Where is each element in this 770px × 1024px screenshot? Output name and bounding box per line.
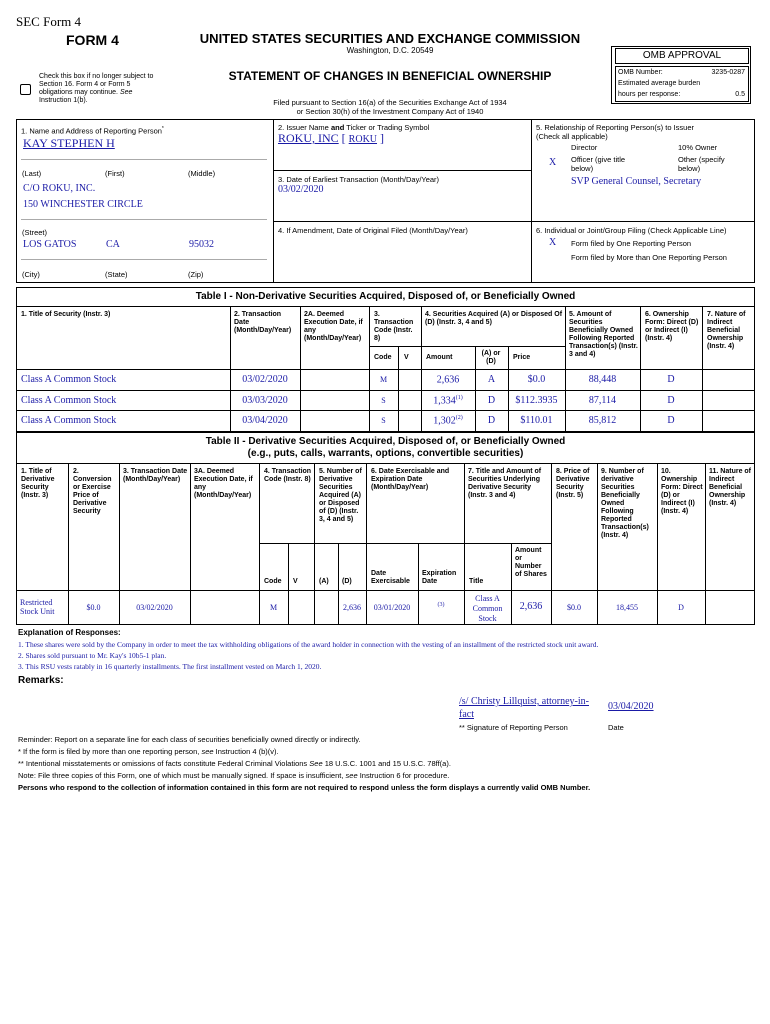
city-value: LOS GATOS bbox=[23, 239, 77, 250]
t1-cell-price: $112.3935 bbox=[515, 395, 558, 406]
zip-label: (Zip) bbox=[188, 270, 204, 279]
sec-form-label: SEC Form 4 bbox=[16, 14, 82, 29]
t2-cell-shares: 2,636 bbox=[519, 601, 543, 612]
other-option: Other (specify below) bbox=[678, 155, 725, 173]
state-value: CA bbox=[106, 239, 120, 250]
t2-header-title: 1. Title of Derivative Security (Instr. 3) bbox=[21, 468, 55, 499]
first-label: (First) bbox=[105, 169, 125, 178]
t2-cell-code: M bbox=[269, 603, 278, 612]
t2-cell-date: 03/02/2020 bbox=[136, 603, 173, 612]
footer-note-1: * If the form is filed by more than one reporting person, see Instruction 4 (b)(v). bbox=[18, 747, 279, 756]
t2-sub-v: V bbox=[293, 578, 298, 585]
table-2-title: Table II - Derivative Securities Acquired, Disposed of, or Beneficially Owned bbox=[205, 436, 566, 447]
commission-location: Washington, D.C. 20549 bbox=[346, 46, 434, 55]
t1-header-deemed: 2A. Deemed Execution Date, if any (Month/Day/Year) bbox=[304, 311, 363, 342]
t1-cell-form: D bbox=[667, 415, 675, 426]
t2-cell-expiration: (3) bbox=[437, 602, 445, 608]
omb-number: 3235-0287 bbox=[711, 69, 745, 76]
one-person-option: Form filed by One Reporting Person bbox=[571, 239, 692, 248]
footer-note-3: Note: File three copies of this Form, one of which must be manually signed. If space is insufficient, see Instruction 6 for procedure. bbox=[18, 771, 450, 780]
t2-header-code: 4. Transaction Code (Instr. 8) bbox=[264, 468, 312, 483]
t1-header-form: 6. Ownership Form: Direct (D) or Indirect (I) (Instr. 4) bbox=[645, 311, 699, 342]
filed-line-2: or Section 30(h) of the Investment Company Act of 1940 bbox=[296, 107, 484, 116]
t1-cell-code: S bbox=[381, 396, 386, 405]
ten-pct-owner-option: 10% Owner bbox=[678, 143, 718, 152]
t2-sub-expiration: Expiration Date bbox=[422, 570, 457, 585]
t1-header-owned: 5. Amount of Securities Beneficially Owned Following Reported Transaction(s) (Instr. 3 and 4) bbox=[569, 311, 638, 358]
date-label: Date bbox=[608, 723, 624, 732]
earliest-transaction-date: 03/02/2020 bbox=[278, 184, 324, 195]
t2-header-nature: 11. Nature of Indirect Beneficial Ownership (Instr. 4) bbox=[709, 468, 752, 507]
footnote-3: 3. This RSU vests ratably in 16 quarterly installments. The first installment vested on March 1, 2020. bbox=[18, 662, 322, 671]
form-title: FORM 4 bbox=[66, 32, 119, 48]
omb-burden-label: Estimated average burden bbox=[618, 80, 701, 87]
t2-sub-title: Title bbox=[469, 578, 484, 585]
footnote-1: 1. These shares were sold by the Company in order to meet the tax withholding obligations of the award holder in connection with the vesting of an installment of the restricted stock unit award. bbox=[18, 640, 599, 649]
state-label: (State) bbox=[105, 270, 128, 279]
t1-cell-price: $110.01 bbox=[520, 415, 553, 426]
city-label: (City) bbox=[22, 270, 40, 279]
officer-option: Officer (give title below) bbox=[571, 155, 626, 173]
footer-note-2: ** Intentional misstatements or omissions of facts constitute Federal Criminal Violations See 18 U.S.C. 1001 and 15 U.S.C. 78ff(a). bbox=[18, 759, 451, 768]
box4-label: 4. If Amendment, Date of Original Filed (Month/Day/Year) bbox=[278, 226, 468, 235]
t1-cell-amount: 1,334$^{(1)}$ bbox=[433, 395, 463, 407]
t1-header-title: 1. Title of Security (Instr. 3) bbox=[21, 311, 111, 318]
statement-title: STATEMENT OF CHANGES IN BENEFICIAL OWNERSHIP bbox=[228, 69, 552, 83]
last-label: (Last) bbox=[22, 169, 42, 178]
omb-number-label: OMB Number: bbox=[618, 69, 663, 76]
box3-label: 3. Date of Earliest Transaction (Month/Day/Year) bbox=[278, 175, 440, 184]
reporting-person-name[interactable]: KAY STEPHEN H bbox=[23, 136, 115, 150]
t1-cell-owned: 85,812 bbox=[588, 415, 617, 426]
address-line-2: 150 WINCHESTER CIRCLE bbox=[23, 199, 143, 210]
t1-cell-owned: 88,448 bbox=[588, 374, 617, 385]
t1-cell-ad: D bbox=[487, 415, 496, 426]
t2-sub-a: (A) bbox=[319, 578, 329, 585]
t1-header-securities: 4. Securities Acquired (A) or Disposed Of (D) (Instr. 3, 4 and 5) bbox=[425, 311, 563, 326]
omb-hours-label: hours per response: bbox=[618, 91, 681, 98]
footer-omb-notice: Persons who respond to the collection of information contained in this form are not required to respond unless the form displays a currently valid OMB Number. bbox=[18, 783, 591, 792]
omb-hours: 0.5 bbox=[735, 91, 745, 98]
signature-label: ** Signature of Reporting Person bbox=[459, 723, 568, 732]
no-longer-subject-checkbox[interactable] bbox=[20, 84, 31, 95]
issuer-name-link[interactable]: ROKU, INC bbox=[278, 131, 339, 145]
t1-cell-title: Class A Common Stock bbox=[21, 395, 117, 406]
box6-label: 6. Individual or Joint/Group Filing (Check Applicable Line) bbox=[536, 226, 727, 235]
table-1-title: Table I - Non-Derivative Securities Acquired, Disposed of, or Beneficially Owned bbox=[195, 291, 576, 302]
t1-cell-code: S bbox=[381, 416, 386, 425]
t1-header-code: 3. Transaction Code (Instr. 8) bbox=[374, 311, 414, 342]
t2-sub-d: (D) bbox=[342, 578, 352, 585]
t2-header-exercisable: 6. Date Exercisable and Expiration Date (Month/Day/Year) bbox=[371, 468, 450, 491]
signature: /s/ Christy Lillquist, attorney-in- fact bbox=[459, 696, 589, 720]
t1-sub-v: V bbox=[404, 354, 409, 361]
t1-header-date: 2. Transaction Date (Month/Day/Year) bbox=[234, 311, 292, 334]
box2-label: 2. Issuer Name and Ticker or Trading Symbol bbox=[278, 123, 430, 132]
t1-cell-amount: 1,302$^{(2)}$ bbox=[433, 415, 463, 427]
t2-cell-conversion: $0.0 bbox=[86, 603, 101, 612]
one-person-check-mark: X bbox=[549, 237, 557, 248]
t1-header-nature: 7. Nature of Indirect Beneficial Ownership (Instr. 4) bbox=[707, 311, 746, 350]
t2-sub-exercisable: Date Exercisable bbox=[371, 570, 410, 585]
t2-cell-form: D bbox=[678, 603, 684, 612]
footnote-2: 2. Shares sold pursuant to Mr. Kay's 10b5-1 plan. bbox=[18, 651, 167, 660]
t2-cell-underlying-title: Class A Common Stock bbox=[472, 594, 503, 623]
t2-cell-price: $0.0 bbox=[567, 603, 581, 612]
t2-header-deemed: 3A. Deemed Execution Date, if any (Month/Day/Year) bbox=[194, 468, 253, 499]
t1-cell-date: 03/02/2020 bbox=[242, 374, 288, 385]
zip-value: 95032 bbox=[189, 239, 214, 250]
street-label: (Street) bbox=[22, 228, 48, 237]
remarks-title: Remarks: bbox=[18, 675, 64, 686]
t1-sub-code: Code bbox=[374, 354, 392, 361]
t2-header-date: 3. Transaction Date (Month/Day/Year) bbox=[123, 468, 188, 483]
t1-cell-ad: D bbox=[487, 395, 496, 406]
t2-cell-exercisable: 03/01/2020 bbox=[373, 603, 411, 612]
t1-sub-amount: Amount bbox=[426, 354, 453, 361]
t2-cell-disposed: 2,636 bbox=[343, 603, 361, 612]
t1-cell-form: D bbox=[667, 395, 675, 406]
t1-cell-owned: 87,114 bbox=[588, 395, 617, 406]
table-2-subtitle: (e.g., puts, calls, warrants, options, convertible securities) bbox=[247, 448, 524, 459]
t2-header-conversion: 2. Conversion or Exercise Price of Derivative Security bbox=[73, 468, 112, 515]
explanation-title: Explanation of Responses: bbox=[18, 628, 121, 637]
t2-header-owned: 9. Number of derivative Securities Beneficially Owned Following Reported Transaction(s) (Instr. 4) bbox=[601, 468, 649, 539]
t2-sub-code: Code bbox=[264, 578, 282, 585]
issuer-ticker: ROKU, INC [ ROKU ] bbox=[278, 131, 385, 145]
t2-header-underlying: 7. Title and Amount of Securities Underlying Derivative Security (Instr. 3 and 4) bbox=[468, 468, 542, 499]
commission-title: UNITED STATES SECURITIES AND EXCHANGE COMMISSION bbox=[199, 31, 581, 46]
t1-cell-date: 03/04/2020 bbox=[242, 415, 288, 426]
officer-title: SVP General Counsel, Secretary bbox=[571, 176, 702, 187]
t2-cell-owned: 18,455 bbox=[616, 603, 638, 612]
t1-sub-price: Price bbox=[513, 354, 531, 361]
omb-title: OMB APPROVAL bbox=[642, 50, 722, 61]
t2-header-price: 8. Price of Derivative Security (Instr. 5) bbox=[556, 468, 590, 499]
t1-cell-date: 03/03/2020 bbox=[242, 395, 288, 406]
t1-cell-amount: 2,636 bbox=[436, 374, 460, 386]
t1-cell-code: M bbox=[379, 375, 388, 384]
ticker-link[interactable]: ROKU bbox=[348, 134, 378, 145]
t1-cell-ad: A bbox=[487, 374, 496, 385]
signature-date: 03/04/2020 bbox=[608, 701, 654, 712]
footer-reminder: Reminder: Report on a separate line for each class of securities beneficially owned directly or indirectly. bbox=[18, 735, 361, 744]
t2-cell-title: Restricted Stock Unit bbox=[20, 598, 55, 616]
filed-line-1: Filed pursuant to Section 16(a) of the Securities Exchange Act of 1934 bbox=[273, 98, 507, 107]
t2-sub-shares: Amount or Number of Shares bbox=[515, 547, 547, 578]
officer-check-mark: X bbox=[549, 157, 557, 168]
address-line-1: C/O ROKU, INC. bbox=[23, 183, 96, 194]
t1-cell-price: $0.0 bbox=[527, 374, 546, 385]
more-persons-option: Form filed by More than One Reporting Person bbox=[571, 253, 727, 262]
box5-label: 5. Relationship of Reporting Person(s) to Issuer (Check all applicable) bbox=[536, 123, 694, 141]
t2-header-number: 5. Number of Derivative Securities Acquired (A) or Disposed of (D) (Instr. 3, 4 and 5) bbox=[319, 468, 362, 523]
checkbox-instructions: Check this box if no longer subject to Section 16. Form 4 or Form 5 obligations may continue. See Instruction 1(b). bbox=[39, 73, 154, 104]
director-option: Director bbox=[571, 143, 598, 152]
t1-sub-ad: (A) or (D) bbox=[481, 350, 501, 365]
t1-cell-title: Class A Common Stock bbox=[21, 415, 117, 426]
t1-cell-title: Class A Common Stock bbox=[21, 374, 117, 385]
middle-label: (Middle) bbox=[188, 169, 216, 178]
t2-header-form: 10. Ownership Form: Direct (D) or Indirect (I) (Instr. 4) bbox=[661, 468, 703, 515]
t1-cell-form: D bbox=[667, 374, 675, 385]
box1-label: 1. Name and Address of Reporting Person* bbox=[21, 126, 164, 136]
